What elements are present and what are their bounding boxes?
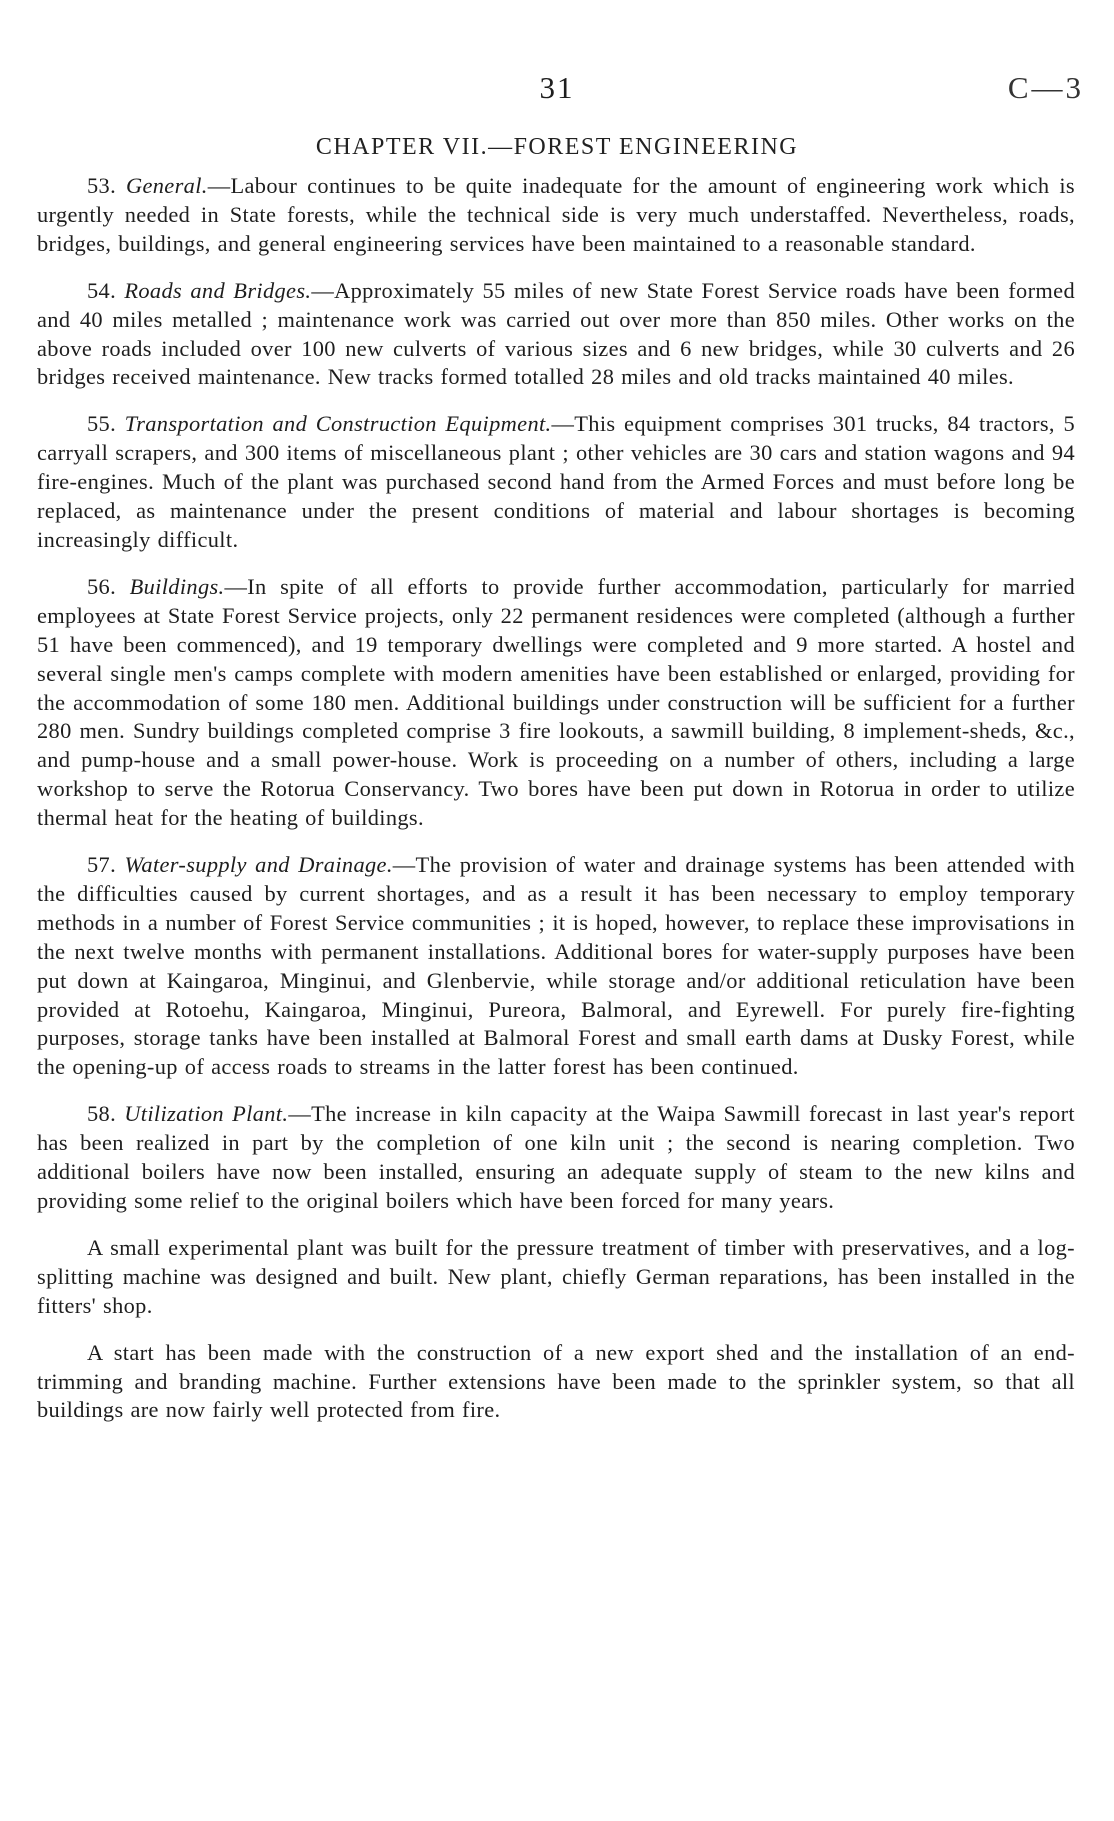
paragraph-55 [37,410,1075,555]
paragraph-text: —In spite of all efforts to provide further accommodation, particularly for married employees at State Forest Service projects, only 22 permanent residences were completed (although a further 51 have been commenced), and 19 temporary dwellings were completed and 9 more started. A hostel and several single men's camps complete with modern amenities have been established or enlarged, providing for the accommodation of some 180 men. Additional buildings under construction will be sufficient for a further 280 men. Sundry buildings completed comprise 3 fire lookouts, a sawmill building, 8 implement-sheds, &c., and pump-house and a small power-house. Work is proceeding on a number of others, including a large workshop to serve the Rotorua Conservancy. Two bores have been put down in Rotorua in order to utilize thermal heat for the heating of buildings. [37,573,1075,831]
paragraph-number: 58. [87,1101,117,1127]
paragraph-number: 54. [87,277,117,303]
page-number: 31 [539,70,575,105]
paragraph-text: A start has been made with the construction of a new export shed and the installation of an end-trimming and branding machine. Further extensions have been made to the sprinkler system, so that all buildings are now fairly well protected from fire. [37,1339,1075,1423]
paragraph-text: —The increase in kiln capacity at the Waipa Sawmill forecast in last year's report has been realized in part by the completion of one kiln unit ; the second is nearing completion. Two additional boilers have now been installed, ensuring an adequate supply of steam to the new kilns and providing some relief to the original boilers which have been forced for many years. [37,1101,1075,1213]
paragraph-58-continued-1 [37,1234,1075,1321]
paragraph-heading: Roads and Bridges. [124,277,312,303]
paragraph-heading: Buildings. [129,573,225,599]
paragraph-heading: Water-supply and Drainage. [124,852,393,878]
paragraph-heading: General. [125,173,208,198]
body-text [37,172,1075,1443]
paragraph-57 [37,851,1075,1082]
paragraph-58 [37,1100,1075,1216]
paragraph-number: 53. [87,173,117,198]
paragraph-text: A small experimental plant was built for the pressure treatment of timber with preservatives, and a log-splitting machine was designed and built. New plant, chiefly German reparations, has been installed in the fitters' shop. [37,1234,1075,1318]
paragraph-number: 57. [87,852,117,878]
paragraph-text: —Labour continues to be quite inadequate for the amount of engineering work which is urgently needed in State forests, while the technical side is very much understaffed. Nevertheless, roads, bridges, buildings, and general engineering services have been maintained to a reasonable standard. [37,173,1075,256]
paragraph-56 [37,573,1075,833]
paragraph-text: —This equipment comprises 301 trucks, 84 tractors, 5 carryall scrapers, and 300 items of miscellaneous plant ; other vehicles are 30 cars and station wagons and 94 fire-engines. Much of the plant was purchased second hand from the Armed Forces and must before long be replaced, as maintenance under the present conditions of material and labour shortages is becoming increasingly difficult. [37,411,1075,552]
paragraph-number: 56. [87,573,117,599]
paragraph-text: —Approximately 55 miles of new State Forest Service roads have been formed and 40 miles metalled ; maintenance work was carried out over more than 850 miles. Other works on the above roads included over 100 new culverts of various sizes and 6 new bridges, while 30 culverts and 26 bridges received maintenance. New tracks formed totalled 28 miles and old tracks maintained 40 miles. [37,277,1075,390]
document-reference: C—3 [1007,70,1084,105]
paragraph-53 [37,172,1075,259]
chapter-title: CHAPTER VII.—FOREST ENGINEERING [315,134,799,160]
paragraph-heading: Utilization Plant. [124,1101,289,1127]
paragraph-number: 55. [87,411,117,437]
paragraph-text: —The provision of water and drainage systems has been attended with the difficulties caused by current shortages, and as a result it has been necessary to employ temporary methods in a number of Forest Service communities ; it is hoped, however, to replace these improvisations in the next twelve months with permanent installations. Additional bores for water-supply purposes have been put down at Kaingaroa, Minginui, and Glenbervie, while storage and/or additional reticulation have been provided at Rotoehu, Kaingaroa, Minginui, Pureora, Balmoral, and Eyrewell. For purely fire-fighting purposes, storage tanks have been installed at Balmoral Forest and small earth dams at Dusky Forest, while the opening-up of access roads to streams in the latter forest has been continued. [37,852,1075,1080]
paragraph-heading: Transportation and Construction Equipment. [124,411,552,437]
paragraph-58-continued-2 [37,1339,1075,1426]
paragraph-54 [37,277,1075,393]
